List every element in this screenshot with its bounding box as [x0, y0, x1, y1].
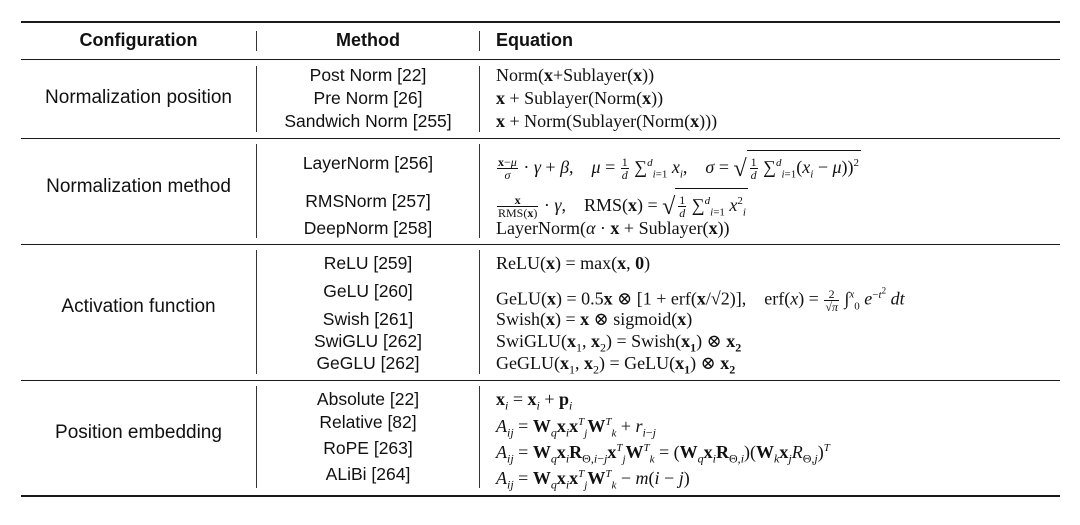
- header-separator: [256, 31, 257, 51]
- column-separator: [256, 386, 257, 488]
- method-deepnorm: DeepNorm [258]: [303, 218, 433, 238]
- header-equation: Equation: [496, 30, 573, 50]
- config-normalization-method: Normalization method: [46, 176, 231, 197]
- equation-relu: ReLU(x) = max(x, 0): [496, 253, 651, 273]
- equation-swiglu: $SwiGLU(x_1$, $x_2$) = $Swish(x_1)$ ⊗ $x_2$: [496, 331, 742, 355]
- column-separator: [256, 250, 257, 374]
- config-normalization-position: Normalization position: [45, 87, 232, 108]
- method-gelu: GeLU [260]: [323, 281, 413, 301]
- method-post-norm: Post Norm [22]: [309, 65, 427, 85]
- method-absolute: Absolute [22]: [316, 389, 420, 409]
- equation-alibi: $A_{ij} = W_qx_ix^T_jW^T_k - m(i - j)$: [496, 468, 690, 492]
- equation-pre-norm: x + Sublayer(Norm(x)): [496, 88, 664, 108]
- section-rule: [21, 244, 1060, 245]
- header-configuration: Configuration: [79, 30, 198, 50]
- column-separator: [479, 386, 480, 488]
- equation-post-norm: Norm(x+Sublayer(x)): [496, 65, 655, 85]
- method-rope: RoPE [263]: [323, 438, 413, 458]
- equation-deepnorm: LayerNorm(α · x + Sublayer(x)): [496, 218, 730, 238]
- equation-absolute: $x_i = x_i + p_i$: [496, 389, 573, 413]
- column-separator: [479, 144, 480, 238]
- method-swish: Swish [261]: [322, 309, 414, 329]
- equation-sandwich-norm: x + Norm(Sublayer(Norm(x))): [496, 111, 718, 131]
- method-pre-norm: Pre Norm [26]: [313, 88, 423, 108]
- method-layernorm: LayerNorm [256]: [302, 153, 434, 173]
- equation-swish: Swish(x) = x ⊗ sigmoid(x): [496, 309, 693, 329]
- config-position-embedding: Position embedding: [55, 422, 222, 443]
- method-sandwich-norm: Sandwich Norm [255]: [284, 111, 452, 131]
- method-swiglu: SwiGLU [262]: [314, 331, 422, 351]
- equation-rmsnorm: $\frac{x}{\text{RMS(x)}}$ · γ, RMS(x) = √ $\frac{1}{d}$ ∑$^d_{i=1}$ $x^2_i$: [496, 188, 748, 224]
- method-relative: Relative [82]: [319, 412, 417, 432]
- column-separator: [256, 144, 257, 238]
- header-separator: [479, 31, 480, 51]
- column-separator: [256, 66, 257, 132]
- header-rule: [21, 59, 1060, 60]
- column-separator: [479, 66, 480, 132]
- equation-gelu: GeLU(x) = 0.5x ⊗ [1 + erf(x/√2)], erf(x) = $\frac{2}{√\pi}$ ∫$^x_0$ $e^{-t^2}$ dt: [496, 285, 905, 315]
- method-alibi: ALiBi [264]: [325, 464, 411, 484]
- equation-layernorm: $\frac{x-\mu}{\sigma}$ · γ + β, μ = $\frac{1}{d}$ ∑$^d_{i=1}$ $x_i$, σ = √ $\frac{1}{d}$ $\sum^d_{i=1}(x_i - \mu))^2$: [496, 150, 861, 186]
- equation-relative: $A_{ij} = W_qx_ix^T_jW^T_k + r_{i-j}$: [496, 416, 657, 440]
- method-geglu: GeGLU [262]: [316, 353, 420, 373]
- config-activation-function: Activation function: [61, 296, 216, 317]
- section-rule: [21, 138, 1060, 139]
- equation-geglu: $GeGLU(x_1$, $x_2$) = $GeLU(x_1)$ ⊗ $x_2$: [496, 353, 736, 377]
- top-rule: [21, 21, 1060, 23]
- column-separator: [479, 250, 480, 374]
- method-rmsnorm: RMSNorm [257]: [305, 191, 431, 211]
- equation-rope: $A_{ij} = W_qx_iR_{\Theta,i-j}x^T_jW^T_k = (W_qx_iR_{\Theta,i})(W_kx_jR_{\Theta,j})^T$: [496, 442, 830, 466]
- header-method: Method: [336, 30, 400, 50]
- method-relu: ReLU [259]: [323, 253, 413, 273]
